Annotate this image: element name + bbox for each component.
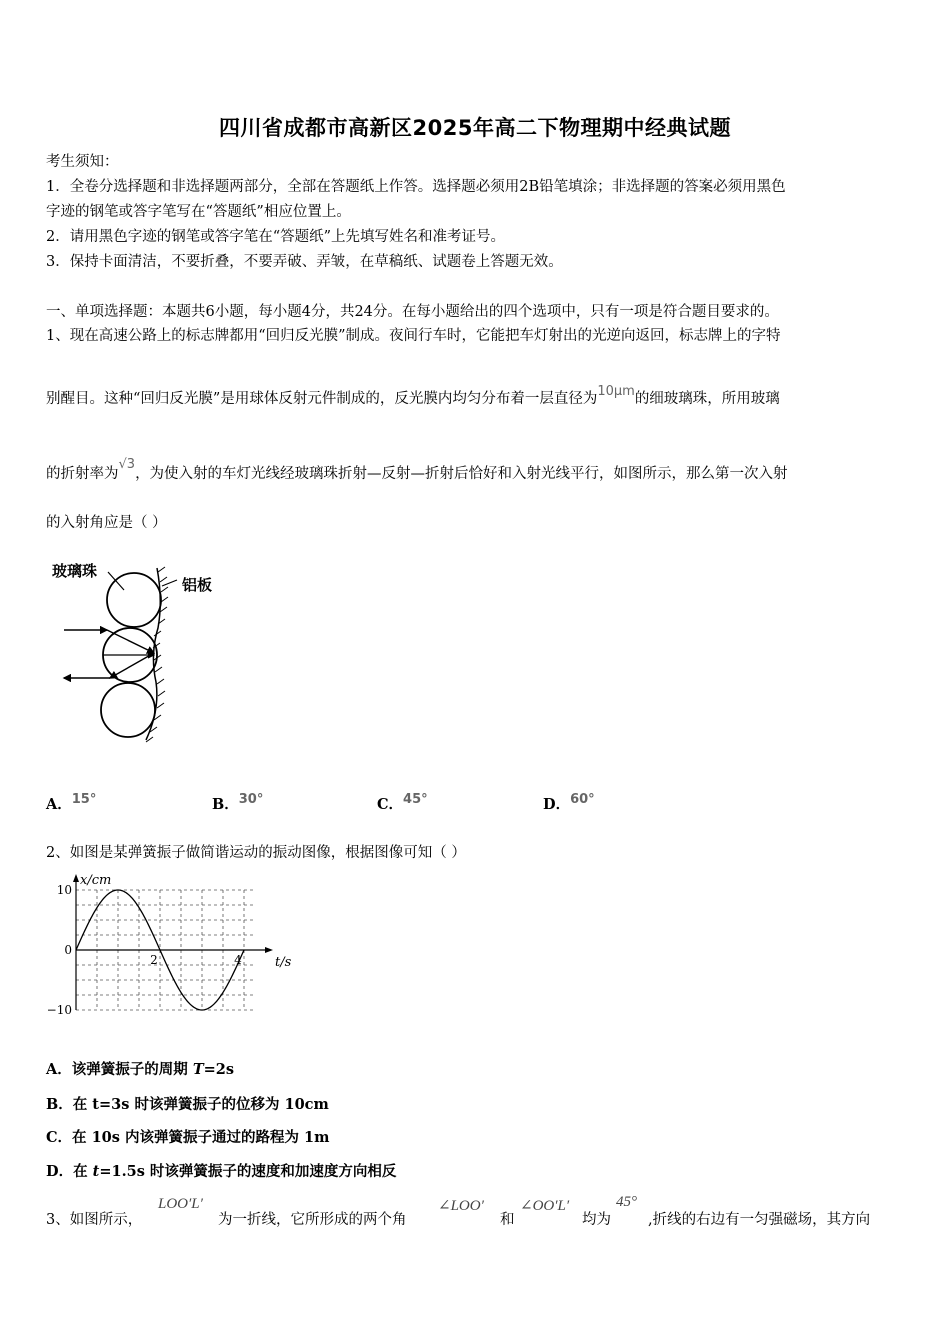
notice-item: 1．全卷分选择题和非选择题两部分，全部在答题纸上作答。选择题必须用2B铅笔填涂；非选择题的答案必须用黑色 <box>46 179 786 195</box>
q1-option-b[interactable] <box>212 792 264 816</box>
q1-text: 的细玻璃珠，所用玻璃 <box>634 391 780 407</box>
q3-stem: 均为 <box>582 1212 611 1228</box>
x-axis-arrow <box>265 947 273 953</box>
notice-item: 字迹的钢笔或答字笔写在“答题纸”相应位置上。 <box>46 204 351 220</box>
q1-text: ，为使入射的车灯光线经玻璃珠折射—反射—折射后恰好和入射光线平行，如图所示，那么第一次入射 <box>135 466 788 482</box>
q1-option-a[interactable] <box>46 792 97 816</box>
q1-diameter: 10μm <box>597 384 635 399</box>
q1-option-c[interactable] <box>377 792 428 816</box>
option-var: t <box>92 1163 100 1180</box>
option-text: =2s <box>203 1061 235 1078</box>
notice-heading: 考生须知： <box>46 154 119 170</box>
option-letter: C． <box>377 796 404 813</box>
option-value: 60° <box>570 792 595 807</box>
x-axis-label: t/s <box>275 955 292 970</box>
option-text: =1.5s 时该弹簧振子的速度和加速度方向相反 <box>99 1163 397 1180</box>
plate-label: 铝板 <box>182 576 213 594</box>
option-text: C．在 10s 内该弹簧振子通过的路程为 1m <box>46 1129 330 1146</box>
shm-chart <box>40 868 292 1028</box>
q2-option-b[interactable] <box>46 1095 329 1115</box>
option-text: A．该弹簧振子的周期 <box>46 1061 193 1078</box>
y-axis-label: x/cm <box>80 873 112 888</box>
reflected-ray <box>110 653 154 678</box>
q3-stem: 为一折线，它所形成的两个角 <box>218 1212 407 1228</box>
option-var: T <box>192 1061 204 1078</box>
option-text: B．在 t=3s 时该弹簧振子的位移为 10cm <box>46 1096 329 1113</box>
q1-option-d[interactable] <box>543 792 595 816</box>
q1-line: 1、现在高速公路上的标志牌都用“回归反光膜”制成。夜间行车时，它能把车灯射出的光逆向返回，标志牌上的字特 <box>46 328 781 344</box>
section-heading: 一、单项选择题：本题共6小题，每小题4分，共24分。在每小题给出的四个选项中，只有一项是符合题目要求的。 <box>46 304 779 320</box>
option-value: 45° <box>403 792 428 807</box>
q2-option-c[interactable] <box>46 1128 329 1148</box>
q3-math-angle2: ∠OO′L′ <box>520 1198 570 1214</box>
notice-item: 2．请用黑色字迹的钢笔或答字笔在“答题纸”上先填写姓名和准考证号。 <box>46 229 506 245</box>
plate-pointer <box>162 580 177 586</box>
x-tick-label: 4 <box>234 953 242 967</box>
q2-option-a[interactable] <box>46 1060 234 1080</box>
page-title: 四川省成都市高新区2025年高二下物理期中经典试题 <box>219 116 731 140</box>
option-letter: D． <box>543 796 571 813</box>
option-letter: B． <box>212 796 239 813</box>
y-tick-label: 10 <box>56 883 72 897</box>
x-tick-label: 2 <box>150 953 158 967</box>
bead-label: 玻璃珠 <box>52 562 98 580</box>
q3-math-angle1: ∠LOO′ <box>438 1198 484 1214</box>
option-text: D．在 <box>46 1163 93 1180</box>
q2-stem: 2、如图是某弹簧振子做简谐运动的振动图像，根据图像可知（ ） <box>46 845 466 861</box>
option-letter: A． <box>46 796 72 813</box>
glass-bead <box>101 683 155 737</box>
q3-stem: 3、如图所示， <box>46 1212 143 1228</box>
q1-line <box>46 384 780 410</box>
q1-text: 的折射率为 <box>46 466 119 482</box>
q1-line: 的入射角应是（ ） <box>46 515 167 531</box>
q3-stem: 和 <box>500 1212 515 1228</box>
y-axis-arrow <box>73 874 79 882</box>
option-value: 15° <box>71 792 97 807</box>
q1-text: 别醒目。这种“回归反光膜”是用球体反射元件制成的，反光膜内均匀分布着一层直径为 <box>46 391 598 407</box>
option-value: 30° <box>238 792 264 807</box>
y-tick-label: 0 <box>64 943 72 957</box>
glass-bead-figure <box>50 558 240 748</box>
q3-math-angle-value: 45° <box>616 1194 637 1210</box>
q3-stem: ,折线的右边有一匀强磁场，其方向 <box>648 1212 871 1228</box>
q3-math-polyline: LOO′L′ <box>158 1196 203 1212</box>
q1-refractive-index: √3 <box>118 457 136 472</box>
q2-option-d[interactable] <box>46 1162 396 1182</box>
q1-line <box>46 457 788 485</box>
notice-item: 3．保持卡面清洁，不要折叠，不要弄破、弄皱，在草稿纸、试题卷上答题无效。 <box>46 254 563 270</box>
y-tick-label: −10 <box>46 1003 72 1017</box>
glass-bead <box>107 573 161 627</box>
